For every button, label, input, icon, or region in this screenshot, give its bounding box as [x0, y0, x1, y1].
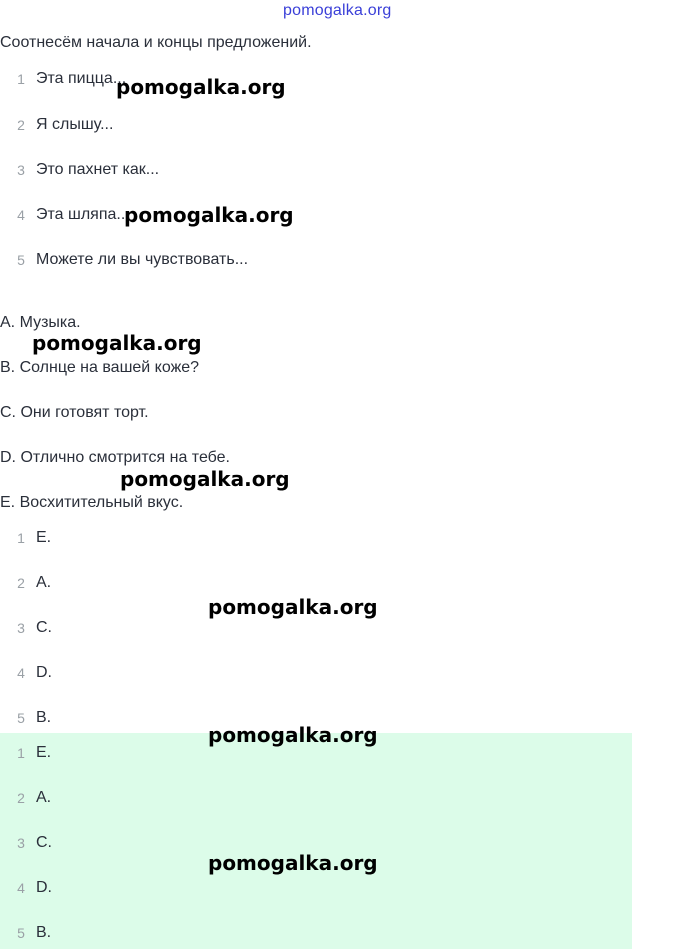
correct-answer-panel — [0, 733, 632, 949]
option-c: C. Они готовят торт. — [0, 404, 149, 421]
answer-text: B. — [36, 924, 52, 941]
item-number: 4 — [17, 207, 25, 223]
option-b: B. Солнце на вашей коже? — [0, 359, 200, 376]
answer-text: D. — [36, 879, 52, 896]
watermark: pomogalka.org — [208, 595, 378, 619]
task-instruction: Соотнесём начала и концы предложений. — [0, 34, 312, 51]
answer-text: B. — [36, 709, 52, 726]
option-a: A. Музыка. — [0, 314, 81, 331]
answer-text: A. — [36, 574, 52, 591]
item-text: Можете ли вы чувствовать... — [36, 251, 249, 268]
item-number: 4 — [17, 880, 25, 896]
item-number: 5 — [17, 925, 25, 941]
answer-text: C. — [36, 619, 52, 636]
item-number: 3 — [17, 620, 25, 636]
answer-text: C. — [36, 834, 52, 851]
item-text: Эта шляпа... — [36, 206, 130, 223]
watermark: pomogalka.org — [208, 851, 378, 875]
item-number: 1 — [17, 530, 25, 546]
item-text: Эта пицца... — [36, 70, 127, 87]
item-number: 5 — [17, 710, 25, 726]
answer-text: D. — [36, 664, 52, 681]
item-number: 2 — [17, 117, 25, 133]
item-text: Я слышу... — [36, 116, 114, 133]
option-d: D. Отлично смотрится на тебе. — [0, 449, 230, 466]
item-number: 4 — [17, 665, 25, 681]
answer-text: A. — [36, 789, 52, 806]
option-e: E. Восхитительный вкус. — [0, 494, 184, 511]
answer-text: E. — [36, 529, 52, 546]
item-number: 2 — [17, 575, 25, 591]
watermark: pomogalka.org — [208, 723, 378, 747]
site-header-link[interactable]: pomogalka.org — [283, 2, 392, 19]
watermark: pomogalka.org — [120, 467, 290, 491]
item-number: 1 — [17, 71, 25, 87]
item-number: 3 — [17, 835, 25, 851]
watermark: pomogalka.org — [116, 75, 286, 99]
answer-text: E. — [36, 744, 52, 761]
item-number: 3 — [17, 162, 25, 178]
item-number: 5 — [17, 252, 25, 268]
watermark: pomogalka.org — [124, 203, 294, 227]
item-number: 1 — [17, 745, 25, 761]
item-number: 2 — [17, 790, 25, 806]
item-text: Это пахнет как... — [36, 161, 160, 178]
watermark: pomogalka.org — [32, 331, 202, 355]
